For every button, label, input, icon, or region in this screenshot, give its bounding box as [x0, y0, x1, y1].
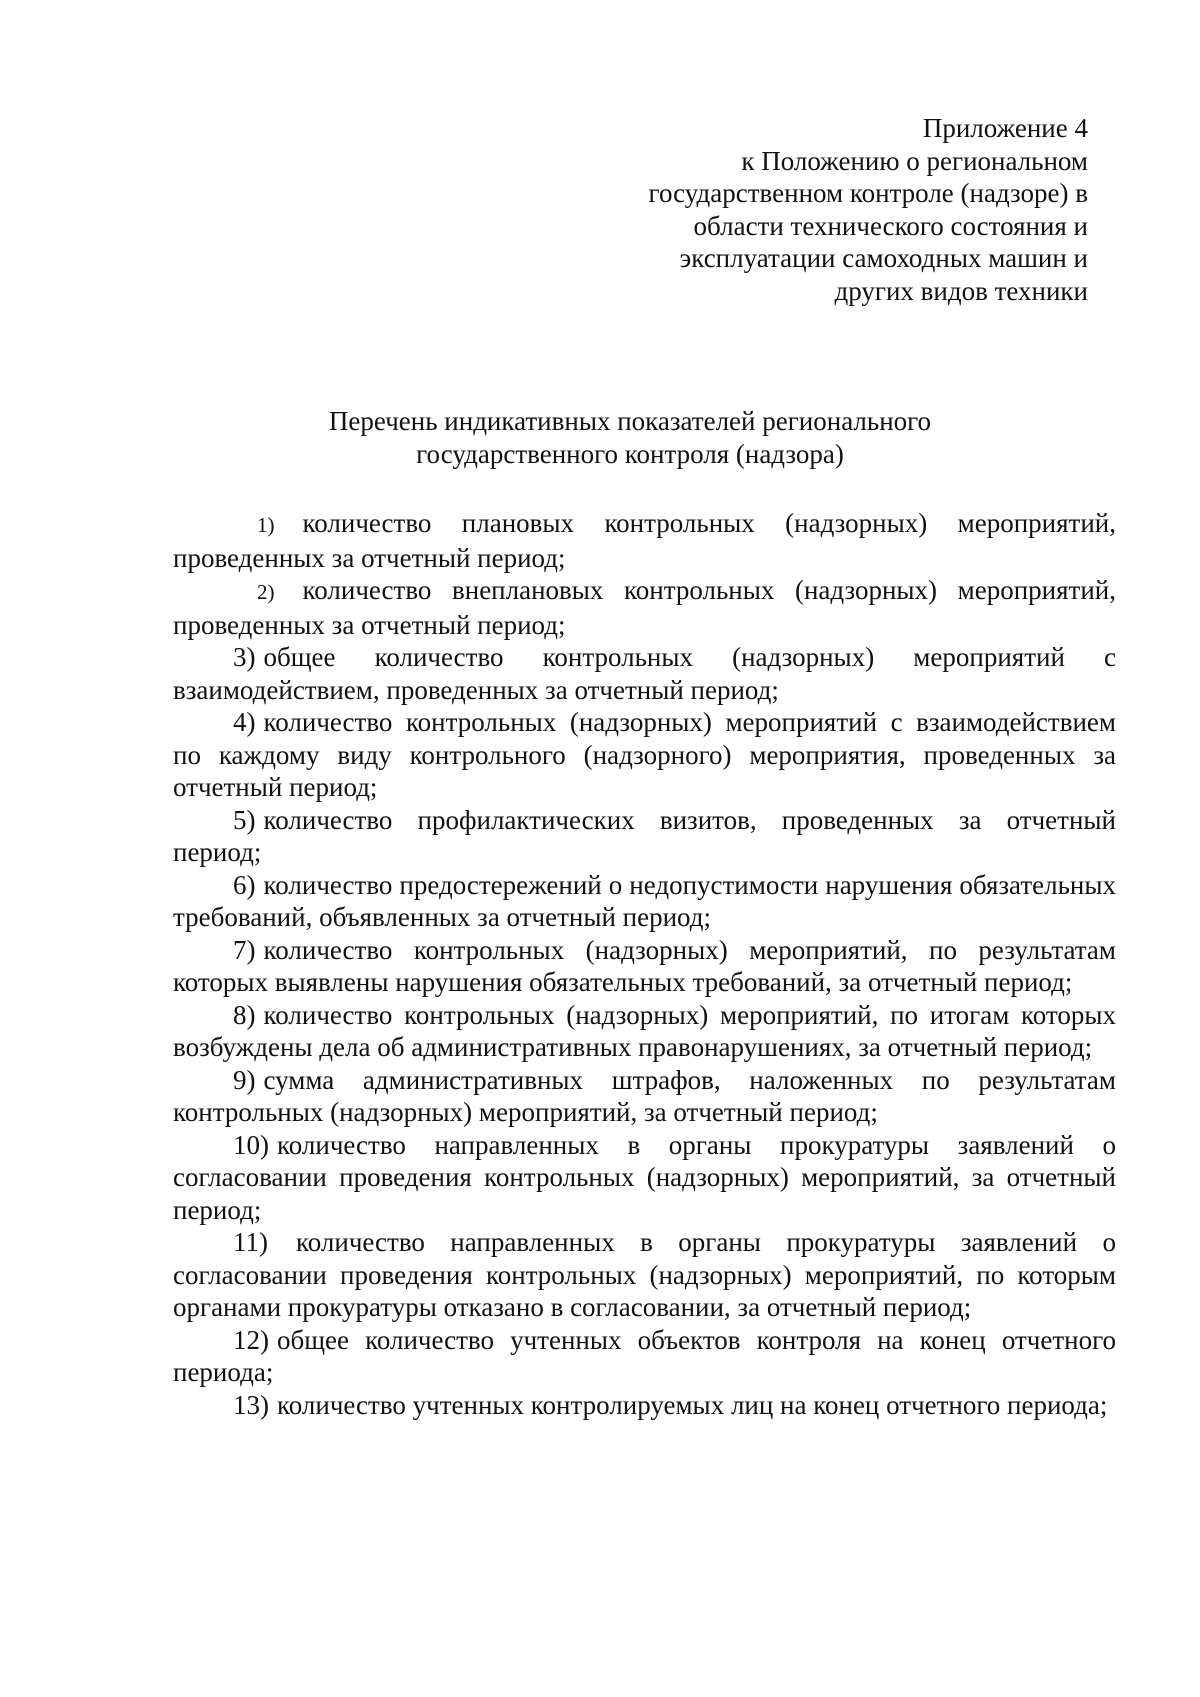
- item-text: количество контрольных (надзорных) мероприятий, по результатам которых выявлены нарушения обязательных требований, за отчетный период;: [173, 934, 1116, 997]
- item-number: 5): [233, 804, 256, 835]
- item-number: 8): [233, 999, 256, 1030]
- item-number: 7): [233, 934, 256, 965]
- document-title: [170, 405, 1090, 470]
- item-text: сумма административных штрафов, наложенных по результатам контрольных (надзорных) мероприятий, за отчетный период;: [173, 1064, 1116, 1127]
- title-line: Перечень индикативных показателей регионального: [328, 406, 932, 436]
- item-text: количество учтенных контролируемых лиц на конец отчетного периода;: [277, 1389, 1108, 1420]
- item-number: 3): [233, 642, 256, 672]
- item-text: количество контрольных (надзорных) мероприятий, по итогам которых возбуждены дела об административных правонарушениях, за отчетный период;: [173, 999, 1116, 1062]
- list-item: [173, 1389, 1116, 1422]
- item-number: 2): [257, 580, 275, 604]
- list-item: [173, 1226, 1116, 1324]
- list-item: [173, 1064, 1116, 1129]
- list-item: [173, 999, 1116, 1064]
- appendix-line: области технического состояния и: [693, 210, 1088, 241]
- item-text: количество направленных в органы прокуратуры заявлений о согласовании проведения контрольных (надзорных) мероприятий, за отчетный период;: [173, 1129, 1116, 1225]
- appendix-line: государственном контроле (надзоре) в: [648, 178, 1088, 208]
- list-item: [173, 507, 1116, 574]
- item-text: количество предостережений о недопустимости нарушения обязательных требований, объявленных за отчетный период;: [173, 869, 1116, 932]
- list-item: [173, 804, 1116, 869]
- list-item: [173, 1324, 1116, 1389]
- item-number: 11): [233, 1227, 268, 1257]
- appendix-line: Приложение 4: [922, 113, 1088, 143]
- appendix-header: [568, 112, 1088, 307]
- item-text: общее количество контрольных (надзорных) мероприятий с взаимодействием, проведенных за отчетный период;: [173, 642, 1116, 705]
- list-item: [173, 869, 1116, 934]
- list-item: [173, 706, 1116, 804]
- item-number: 10): [233, 1129, 269, 1160]
- item-number: 12): [233, 1324, 269, 1355]
- item-text: количество контрольных (надзорных) мероприятий с взаимодействием по каждому виду контрольного (надзорного) мероприятия, проведенных за отчетный период;: [173, 707, 1116, 802]
- item-text: общее количество учтенных объектов контроля на конец отчетного периода;: [173, 1324, 1116, 1387]
- appendix-line: к Положению о региональном: [741, 145, 1088, 176]
- indicator-list: [173, 507, 1116, 1421]
- item-number: 4): [233, 707, 256, 737]
- list-item: [173, 1129, 1116, 1227]
- list-item: [173, 934, 1116, 999]
- item-text: количество направленных в органы прокуратуры заявлений о согласовании проведения контрольных (надзорных) мероприятий, по которым органами прокуратуры отказано в согласовании, за отчетный период;: [173, 1227, 1116, 1322]
- item-number: 9): [233, 1064, 256, 1095]
- appendix-line: других видов техники: [834, 275, 1088, 306]
- item-text: количество внеплановых контрольных (надзорных) мероприятий, проведенных за отчетный период;: [173, 575, 1116, 640]
- list-item: [173, 574, 1116, 641]
- item-text: количество профилактических визитов, проведенных за отчетный период;: [173, 804, 1116, 867]
- item-number: 13): [233, 1389, 269, 1420]
- list-item: [173, 641, 1116, 706]
- item-number: 6): [233, 869, 256, 900]
- title-line: государственного контроля (надзора): [416, 438, 844, 469]
- item-text: количество плановых контрольных (надзорных) мероприятий, проведенных за отчетный период;: [173, 508, 1116, 573]
- item-number: 1): [257, 513, 275, 537]
- appendix-line: эксплуатации самоходных машин и: [679, 243, 1088, 273]
